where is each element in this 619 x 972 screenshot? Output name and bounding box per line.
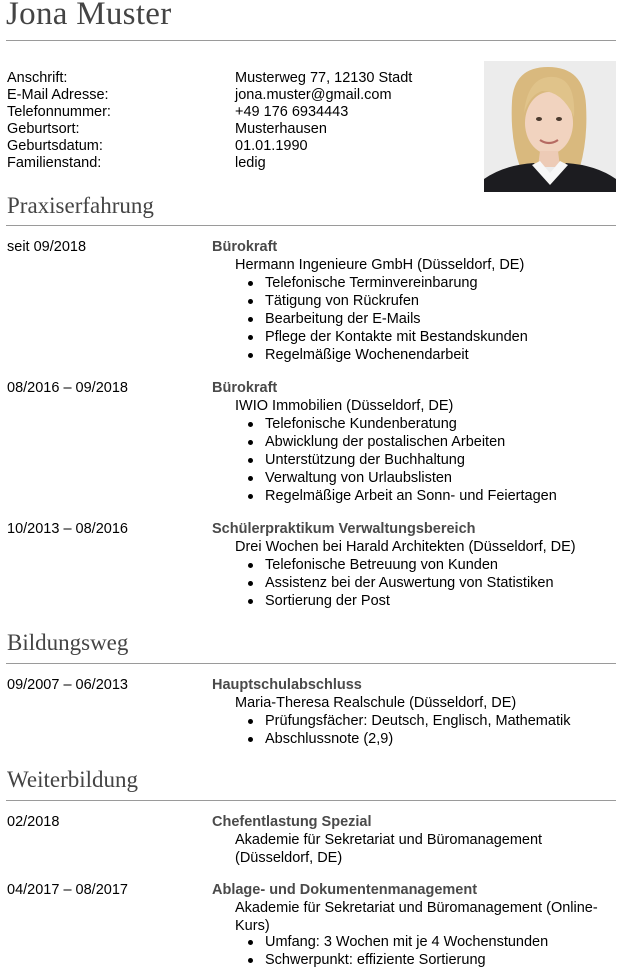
bullet-item xyxy=(245,415,557,433)
entry-bullet-list xyxy=(245,712,570,748)
section-title-training: Weiterbildung xyxy=(7,767,139,792)
bullet-text: Unterstützung der Buchhaltung xyxy=(265,452,465,468)
phone-label: Telefonnummer: xyxy=(7,104,111,120)
entry-date: 04/2017 – 08/2017 xyxy=(7,882,128,898)
birthdate-value: 01.01.1990 xyxy=(235,138,308,154)
bullet-dot-icon xyxy=(248,940,253,945)
entry-bullet-list xyxy=(245,933,548,969)
bullet-item xyxy=(245,556,554,574)
bullet-text: Regelmäßige Wochenendarbeit xyxy=(265,347,469,363)
bullet-item xyxy=(245,433,557,451)
bullet-dot-icon xyxy=(248,719,253,724)
bullet-dot-icon xyxy=(248,958,253,963)
birthdate-label: Geburtsdatum: xyxy=(7,138,103,154)
entry-organization: Akademie für Sekretariat und Büromanagement (Online-Kurs) xyxy=(235,900,598,934)
email-label: E-Mail Adresse: xyxy=(7,87,109,103)
bullet-dot-icon xyxy=(248,494,253,499)
bullet-item xyxy=(245,469,557,487)
email-value: jona.muster@gmail.com xyxy=(235,87,392,103)
entry-organization: Akademie für Sekretariat und Büromanagement (Düsseldorf, DE) xyxy=(235,832,543,866)
address-label: Anschrift: xyxy=(7,70,68,86)
bullet-text: Telefonische Kundenberatung xyxy=(265,416,457,432)
bullet-dot-icon xyxy=(248,563,253,568)
bullet-dot-icon xyxy=(248,458,253,463)
education-divider xyxy=(6,663,616,664)
entry-role: Bürokraft xyxy=(212,239,278,255)
entry-organization: Hermann Ingenieure GmbH (Düsseldorf, DE) xyxy=(235,257,525,273)
birthplace-value: Musterhausen xyxy=(235,121,327,137)
entry-role: Bürokraft xyxy=(212,380,278,396)
entry-date: 08/2016 – 09/2018 xyxy=(7,380,128,396)
bullet-dot-icon xyxy=(248,281,253,286)
bullet-item xyxy=(245,592,554,610)
bullet-dot-icon xyxy=(248,317,253,322)
bullet-item xyxy=(245,951,548,969)
bullet-item xyxy=(245,292,528,310)
bullet-text: Umfang: 3 Wochen mit je 4 Wochenstunden xyxy=(265,934,549,950)
bullet-text: Abwicklung der postalischen Arbeiten xyxy=(265,434,506,450)
bullet-text: Telefonische Terminvereinbarung xyxy=(265,275,478,291)
bullet-item xyxy=(245,328,528,346)
bullet-text: Tätigung von Rückrufen xyxy=(265,293,419,309)
entry-organization: Maria-Theresa Realschule (Düsseldorf, DE) xyxy=(235,695,517,711)
bullet-item xyxy=(245,346,528,364)
bullet-dot-icon xyxy=(248,599,253,604)
entry-role: Chefentlastung Spezial xyxy=(212,814,372,830)
marital-status-value: ledig xyxy=(235,155,266,171)
bullet-text: Abschlussnote (2,9) xyxy=(265,731,394,747)
bullet-dot-icon xyxy=(248,299,253,304)
bullet-item xyxy=(245,933,548,951)
bullet-dot-icon xyxy=(248,581,253,586)
bullet-text: Prüfungsfächer: Deutsch, Englisch, Mathematik xyxy=(265,713,571,729)
bullet-item xyxy=(245,451,557,469)
bullet-item xyxy=(245,574,554,592)
birthplace-label: Geburtsort: xyxy=(7,121,80,137)
bullet-item xyxy=(245,487,557,505)
bullet-dot-icon xyxy=(248,737,253,742)
bullet-text: Telefonische Betreuung von Kunden xyxy=(265,557,498,573)
bullet-text: Schwerpunkt: effiziente Sortierung xyxy=(265,952,486,968)
experience-divider xyxy=(6,225,616,226)
marital-status-label: Familienstand: xyxy=(7,155,102,171)
bullet-text: Bearbeitung der E-Mails xyxy=(265,311,421,327)
bullet-text: Assistenz bei der Auswertung von Statistiken xyxy=(265,575,554,591)
bullet-text: Regelmäßige Arbeit an Sonn- und Feiertagen xyxy=(265,488,557,504)
bullet-text: Sortierung der Post xyxy=(265,593,390,609)
address-value: Musterweg 77, 12130 Stadt xyxy=(235,70,413,86)
bullet-dot-icon xyxy=(248,476,253,481)
entry-bullet-list xyxy=(245,415,557,505)
bullet-text: Verwaltung von Urlaubslisten xyxy=(265,470,452,486)
entry-date: 09/2007 – 06/2013 xyxy=(7,677,128,693)
bullet-text: Pflege der Kontakte mit Bestandskunden xyxy=(265,329,528,345)
bullet-item xyxy=(245,730,570,748)
entry-date: 02/2018 xyxy=(7,814,60,830)
bullet-dot-icon xyxy=(248,422,253,427)
bullet-item xyxy=(245,310,528,328)
applicant-name: Jona Muster xyxy=(6,0,172,32)
phone-value: +49 176 6934443 xyxy=(235,104,349,120)
bullet-item xyxy=(245,712,570,730)
bullet-dot-icon xyxy=(248,353,253,358)
section-title-education: Bildungsweg xyxy=(7,630,129,655)
bullet-dot-icon xyxy=(248,335,253,340)
entry-organization: IWIO Immobilien (Düsseldorf, DE) xyxy=(235,398,454,414)
section-title-experience: Praxiserfahrung xyxy=(7,193,154,218)
bullet-dot-icon xyxy=(248,440,253,445)
entry-role: Schülerpraktikum Verwaltungsbereich xyxy=(212,521,476,537)
entry-organization: Drei Wochen bei Harald Architekten (Düsseldorf, DE) xyxy=(235,539,576,555)
entry-date: seit 09/2018 xyxy=(7,239,87,255)
entry-date: 10/2013 – 08/2016 xyxy=(7,521,128,537)
header-divider xyxy=(6,40,616,41)
entry-role: Hauptschulabschluss xyxy=(212,677,362,693)
bullet-item xyxy=(245,274,528,292)
training-divider xyxy=(6,800,616,801)
entry-bullet-list xyxy=(245,556,554,610)
entry-role: Ablage- und Dokumentenmanagement xyxy=(212,882,478,898)
entry-bullet-list xyxy=(245,274,528,364)
profile-photo xyxy=(484,61,616,192)
